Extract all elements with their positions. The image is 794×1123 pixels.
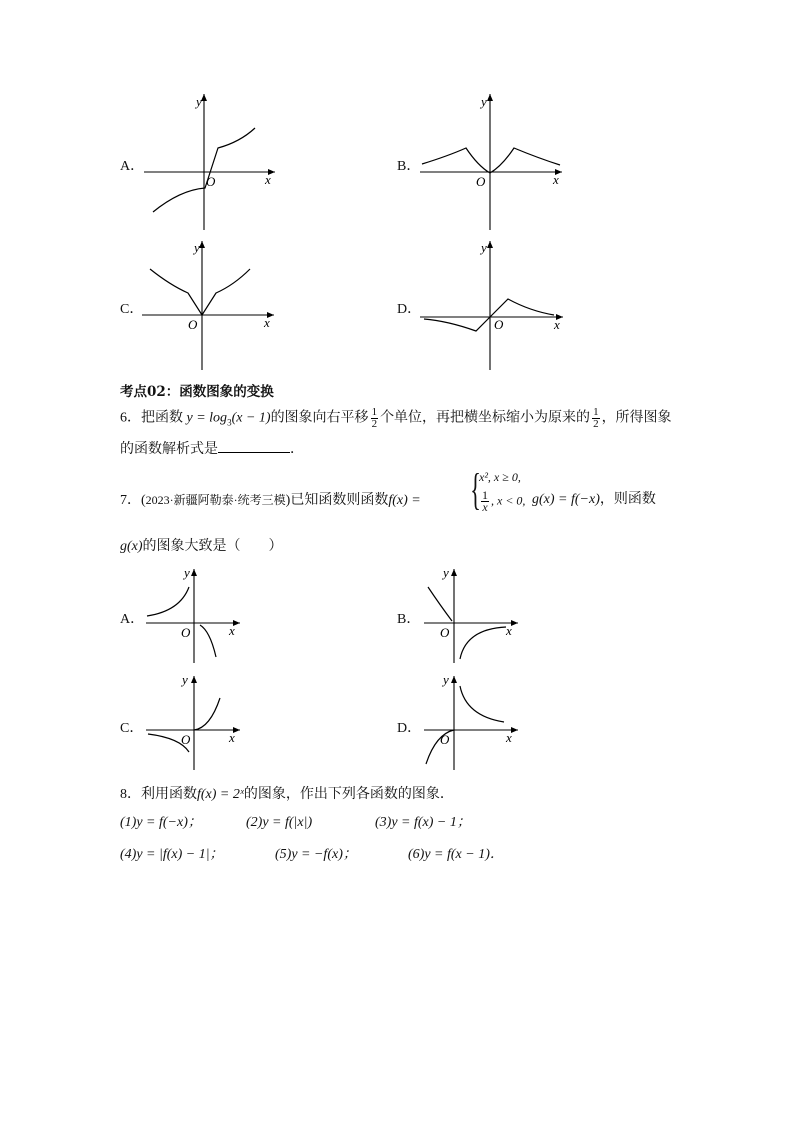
- svg-text:x: x: [554, 317, 560, 332]
- svg-text:y: y: [184, 565, 190, 580]
- svg-text:x: x: [506, 623, 512, 638]
- graph-7c: [140, 672, 250, 772]
- svg-text:y: y: [443, 565, 449, 580]
- svg-text:x: x: [553, 172, 559, 187]
- question-6-line-1: 6．把函数 $y = \log_3(x - 1)$的图象向右平移 $\frac{1}{2}$ 个单位，再把横坐标缩小为原来的 $\frac{1}{2}$ ，所得图象: [120, 406, 672, 430]
- svg-text:y: y: [481, 94, 487, 109]
- option-b-label: B．: [397, 159, 421, 174]
- svg-text:y: y: [182, 672, 188, 687]
- svg-text:x: x: [229, 623, 235, 638]
- option-c-label: C．: [120, 302, 144, 317]
- svg-text:O: O: [181, 732, 191, 747]
- svg-text:x: x: [229, 730, 235, 745]
- svg-text:O: O: [206, 174, 216, 189]
- question-8-line-1: 8．利用函数f(x) = 2ˣ的图象，作出下列各函数的图象．: [120, 787, 454, 802]
- option-d-label: D．: [397, 302, 422, 317]
- section-heading: 考点02：函数图象的变换: [120, 384, 274, 400]
- graph-5a: [140, 90, 280, 235]
- graph-5b: [418, 90, 568, 235]
- graph-7d: [418, 672, 528, 772]
- svg-text:x: x: [506, 730, 512, 745]
- question-7-line-1b: g(x) = f(−x)，则函数: [532, 492, 656, 507]
- question-8-items-row-1: (1)y = f(−x)； (2)y = f(|x|) (3)y = f(x) − 1；: [120, 815, 471, 830]
- piecewise-cases: x², x ≥ 0, $\frac{1}{x}$ , x < 0,: [479, 470, 526, 514]
- svg-text:O: O: [181, 625, 191, 640]
- svg-text:O: O: [476, 174, 486, 189]
- svg-text:O: O: [188, 317, 198, 332]
- graph-7b: [418, 565, 528, 665]
- svg-text:y: y: [481, 240, 487, 255]
- q7-option-a-label: A．: [120, 612, 145, 627]
- option-a-label: A．: [120, 159, 145, 174]
- svg-text:O: O: [494, 317, 504, 332]
- svg-text:O: O: [440, 625, 450, 640]
- q7-option-c-label: C．: [120, 721, 144, 736]
- svg-text:y: y: [443, 672, 449, 687]
- svg-text:x: x: [265, 172, 271, 187]
- svg-text:x: x: [264, 315, 270, 330]
- answer-blank[interactable]: [218, 440, 290, 453]
- svg-text:y: y: [194, 240, 200, 255]
- graph-5c: [140, 235, 280, 375]
- q7-option-d-label: D．: [397, 721, 422, 736]
- question-6-line-2: 的函数解析式是 ．: [120, 442, 304, 457]
- question-7-line-2: g(x)的图象大致是（ ）: [120, 539, 283, 554]
- graph-5d: [418, 235, 568, 375]
- svg-text:O: O: [440, 732, 450, 747]
- question-8-items-row-2: (4)y = |f(x) − 1|； (5)y = −f(x)； (6)y = f(x − 1)．: [120, 847, 504, 862]
- question-7-line-1: 7．(2023·新疆阿勒泰·统考三模)已知函数则函数f(x) =: [120, 493, 421, 508]
- svg-text:y: y: [196, 94, 202, 109]
- graph-7a: [140, 565, 250, 665]
- q7-option-b-label: B．: [397, 612, 421, 627]
